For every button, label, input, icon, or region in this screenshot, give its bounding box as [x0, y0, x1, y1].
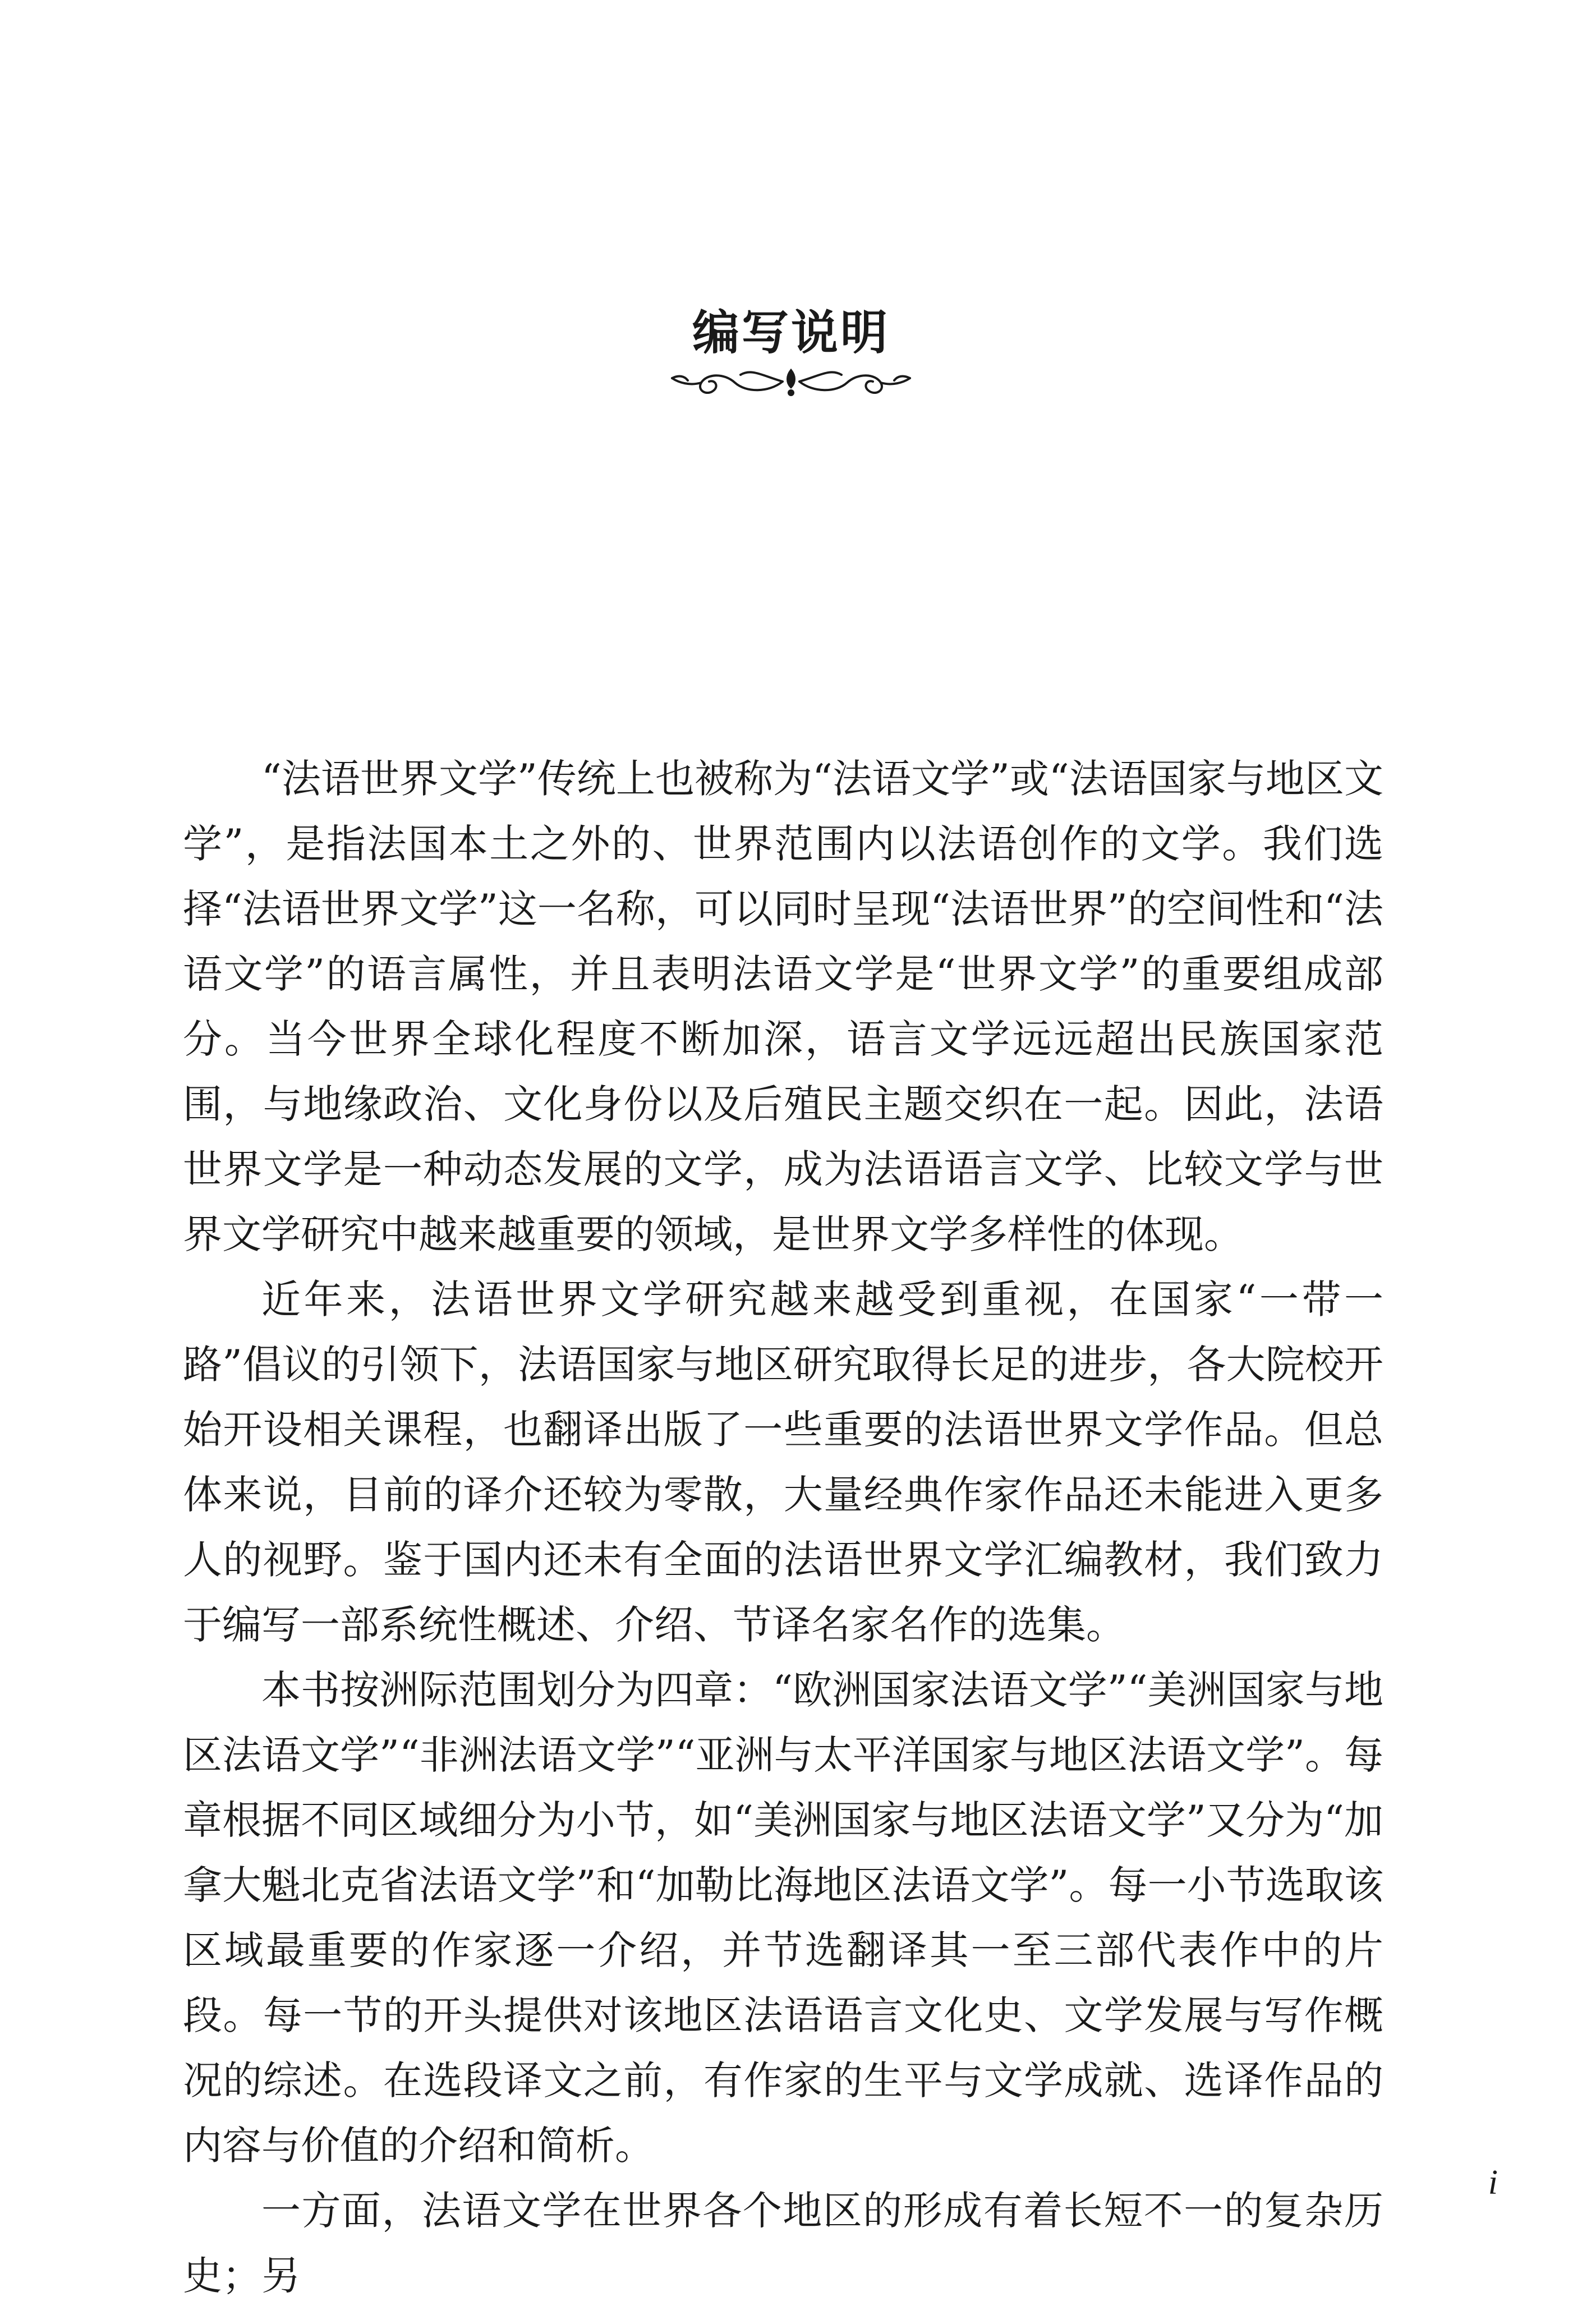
page-number: i: [1488, 2164, 1498, 2202]
flourish-divider-icon: [668, 353, 914, 404]
paragraph-3: 本书按洲际范围划分为四章：“欧洲国家法语文学”“美洲国家与地区法语文学”“非洲法语文学”“亚洲与太平洋国家与地区法语文学”。每章根据不同区域细分为小节，如“美洲国家与地区法语文学”又分为“加拿大魁北克省法语文学”和“加勒比海地区法语文学”。每一小节选取该区域最重要的作家逐一介绍，并节选翻译其一至三部代表作中的片段。每一节的开头提供对该地区法语语言文化史、文学发展与写作概况的综述。在选段译文之前，有作家的生平与文学成就、选译作品的内容与价值的介绍和简析。: [183, 1667, 1383, 2169]
page-title: 编写说明: [692, 305, 890, 361]
paragraph-4: 一方面，法语文学在世界各个地区的形成有着长短不一的复杂历史；另: [183, 2188, 1383, 2299]
paragraph-2: 近年来，法语世界文学研究越来越受到重视，在国家“一带一路”倡议的引领下，法语国家与地区研究取得长足的进步，各大院校开始开设相关课程，也翻译出版了一些重要的法语世界文学作品。但总体来说，目前的译介还较为零散，大量经典作家作品还未能进入更多人的视野。鉴于国内还未有全面的法语世界文学汇编教材，我们致力于编写一部系统性概述、介绍、节译名家名作的选集。: [183, 1276, 1383, 1648]
body-text: [183, 746, 1383, 2308]
paragraph-1: “法语世界文学”传统上也被称为“法语文学”或“法语国家与地区文学”，是指法国本土之外的、世界范围内以法语创作的文学。我们选择“法语世界文学”这一名称，可以同时呈现“法语世界”的空间性和“法语文学”的语言属性，并且表明法语文学是“世界文学”的重要组成部分。当今世界全球化程度不断加深，语言文学远远超出民族国家范围，与地缘政治、文化身份以及后殖民主题交织在一起。因此，法语世界文学是一种动态发展的文学，成为法语语言文学、比较文学与世界文学研究中越来越重要的领域，是世界文学多样性的体现。: [183, 756, 1383, 1257]
